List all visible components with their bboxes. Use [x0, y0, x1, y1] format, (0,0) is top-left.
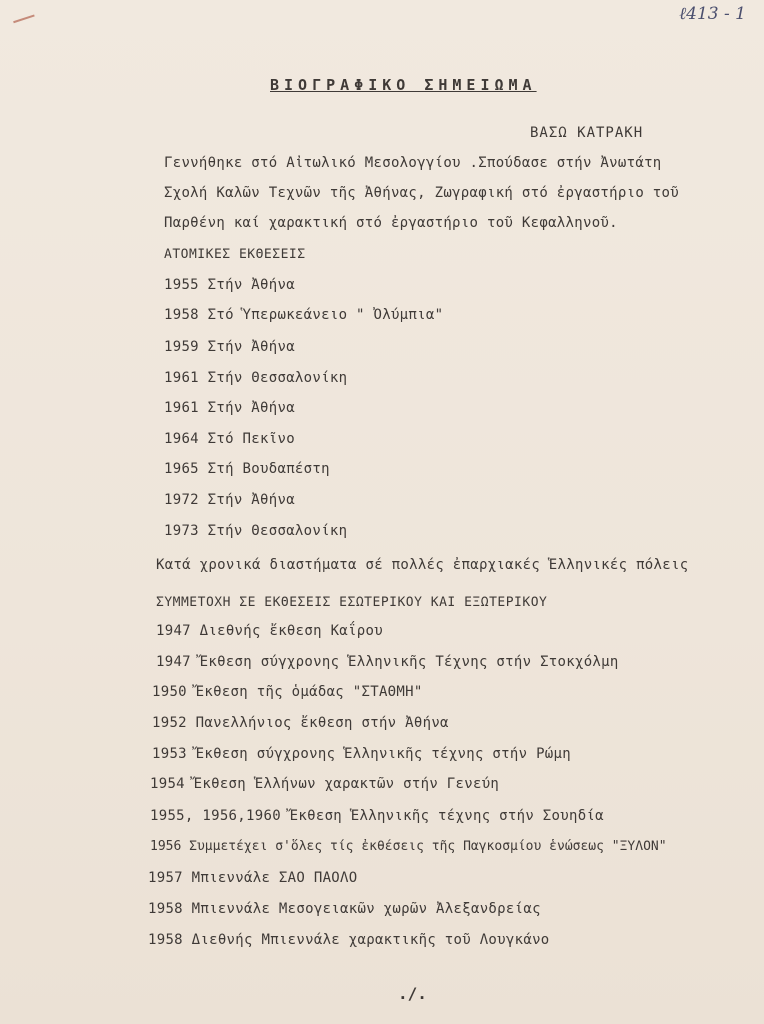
solo-exhibition-item: 1959 Στήν Ἀθήνα — [164, 339, 295, 355]
group-exhibition-item: 1947 Διεθνής ἔκθεση Καΐρου — [156, 623, 383, 639]
group-exhibitions-heading: ΣΥΜΜΕΤΟΧΗ ΣΕ ΕΚΘΕΣΕΙΣ ΕΣΩΤΕΡΙΚΟΥ ΚΑΙ ΕΞΩΤΕΡΙΚΟΥ — [156, 595, 548, 610]
group-exhibition-item: 1954 Ἔκθεση Ἑλλήνων χαρακτῶν στήν Γενεύη — [150, 776, 500, 792]
bio-line: Γεννήθηκε στό Αἰτωλικό Μεσολογγίου .Σπούδασε στήν Ἀνωτάτη — [164, 155, 662, 171]
group-exhibition-item: 1958 Μπιεννάλε Μεσογειακῶν χωρῶν Ἀλεξανδρείας — [148, 901, 541, 917]
solo-exhibition-item: Κατά χρονικά διαστήματα σέ πολλές ἐπαρχιακές Ἑλληνικές πόλεις — [156, 557, 689, 573]
group-exhibition-item: 1958 Διεθνής Μπιεννάλε χαρακτικῆς τοῦ Λουγκάνο — [148, 932, 550, 948]
continuation-mark: ./. — [398, 984, 427, 1003]
ink-mark — [11, 9, 34, 23]
solo-exhibition-item: 1972 Στήν Ἀθήνα — [164, 492, 295, 508]
solo-exhibition-item: 1973 Στήν Θεσσαλονίκη — [164, 523, 348, 539]
solo-exhibition-item: 1965 Στή Βουδαπέστη — [164, 461, 330, 477]
bio-line: Παρθένη καί χαρακτική στό ἐργαστήριο τοῦ Κεφαλληνοῦ. — [164, 215, 618, 231]
solo-exhibition-item: 1964 Στό Πεκῖνο — [164, 431, 295, 447]
group-exhibition-item: 1952 Πανελλήνιος ἔκθεση στήν Ἀθήνα — [152, 715, 449, 731]
archive-reference: ℓ413 - 1 — [679, 4, 746, 24]
artist-name: ΒΑΣΩ ΚΑΤΡΑΚΗ — [530, 125, 644, 141]
group-exhibition-item: 1957 Μπιεννάλε ΣΑΟ ΠΑΟΛΟ — [148, 870, 358, 886]
solo-exhibition-item: 1958 Στό Ὑπερωκεάνειο " Ὀλύμπια" — [164, 307, 444, 323]
solo-exhibitions-heading: ΑΤΟΜΙΚΕΣ ΕΚΘΕΣΕΙΣ — [164, 247, 306, 262]
solo-exhibition-item: 1961 Στήν Ἀθήνα — [164, 400, 295, 416]
group-exhibition-item: 1950 Ἔκθεση τῆς ὁμάδας "ΣΤΑΘΜΗ" — [152, 684, 423, 700]
document-title: ΒΙΟΓΡΑΦΙΚΟ ΣΗΜΕΙΩΜΑ — [270, 76, 537, 94]
solo-exhibition-item: 1961 Στήν Θεσσαλονίκη — [164, 370, 348, 386]
group-exhibition-item: 1955, 1956,1960 Ἔκθεση Ἑλληνικῆς τέχνης στήν Σουηδία — [150, 808, 604, 824]
group-exhibition-item: 1947 Ἔκθεση σύγχρονης Ἑλληνικῆς Τέχνης στήν Στοκχόλμη — [156, 654, 619, 670]
bio-line: Σχολή Καλῶν Τεχνῶν τῆς Ἀθήνας, Ζωγραφική στό ἐργαστήριο τοῦ — [164, 185, 679, 201]
solo-exhibition-item: 1955 Στήν Ἀθήνα — [164, 277, 295, 293]
group-exhibition-item: 1953 Ἔκθεση σύγχρονης Ἑλληνικῆς τέχνης στήν Ρώμη — [152, 746, 571, 762]
group-exhibition-item: 1956 Συμμετέχει σ'ὅλες τίς ἐκθέσεις τῆς Παγκοσμίου ἑνώσεως "ΞΥΛΟΝ" — [150, 839, 667, 854]
